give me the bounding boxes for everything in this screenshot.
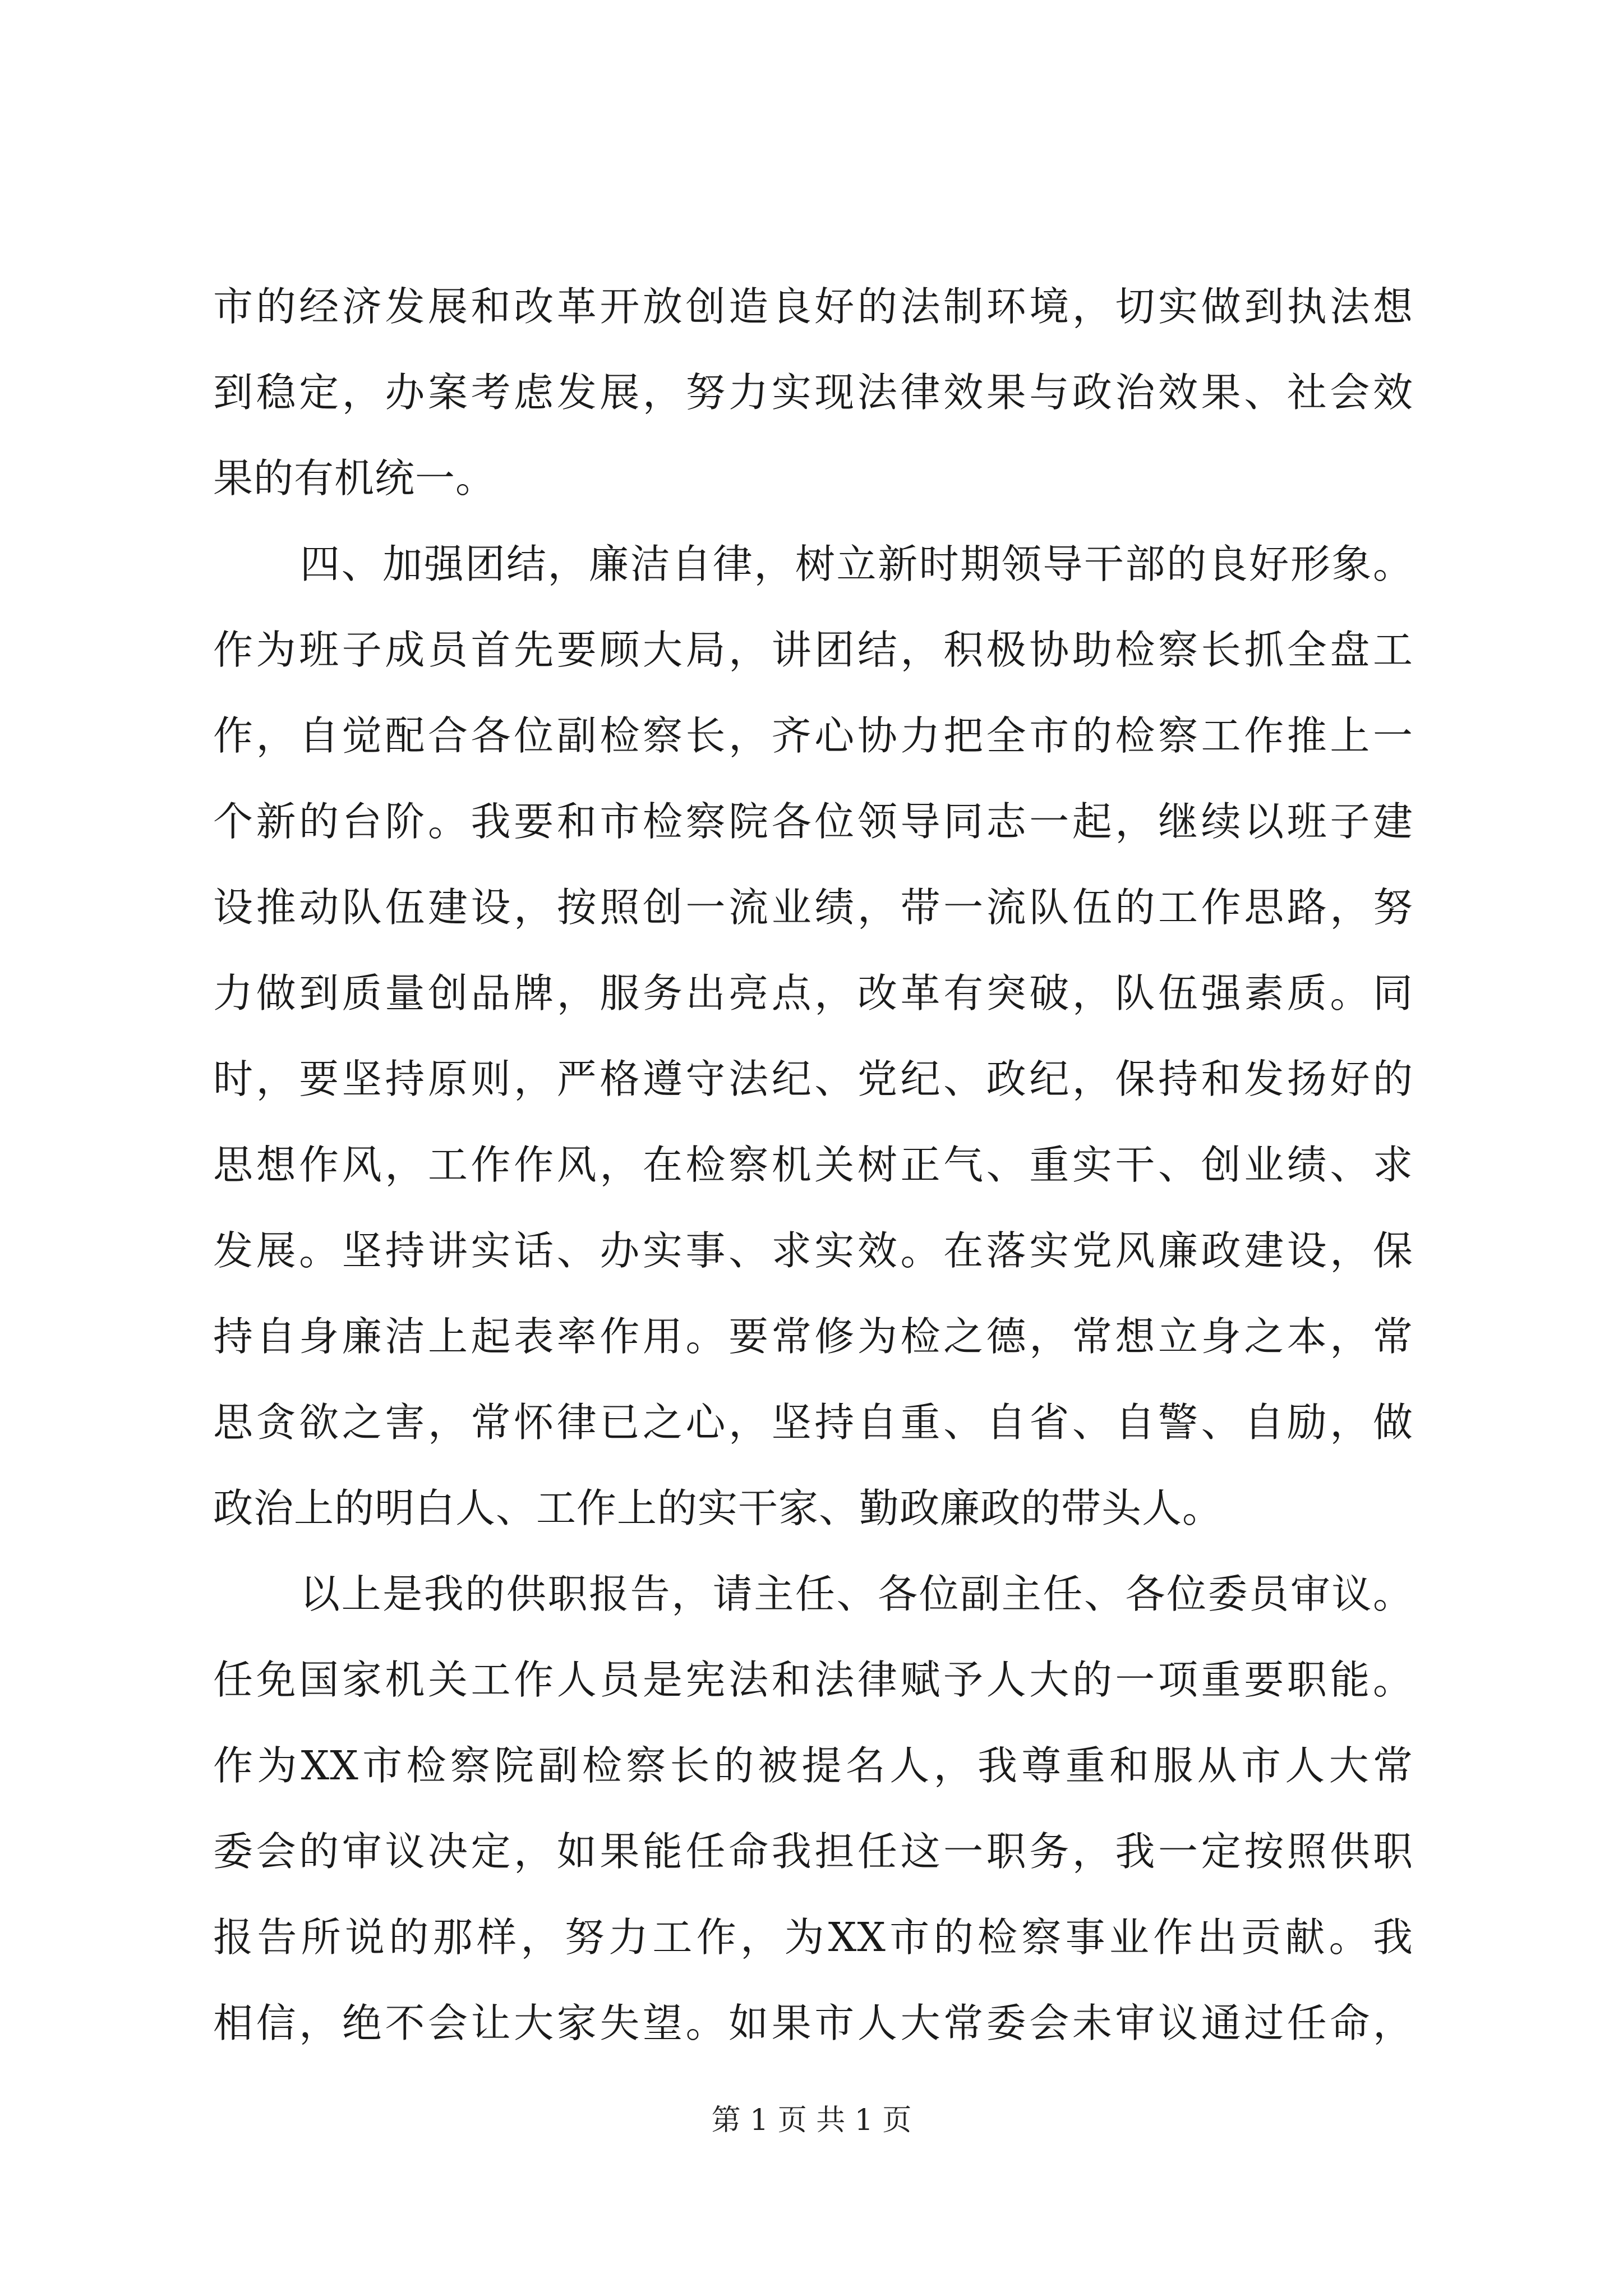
- text-line: 作为班子成员首先要顾大局，讲团结，积极协助检察长抓全盘工: [213, 627, 1413, 673]
- text-line: 任免国家机关工作人员是宪法和法律赋予人大的一项重要职能。: [213, 1657, 1413, 1703]
- text-line: 四、加强团结，廉洁自律，树立新时期领导干部的良好形象。: [300, 541, 1413, 587]
- text-line: 发展。坚持讲实话、办实事、求实效。在落实党风廉政建设，保: [213, 1227, 1413, 1274]
- text-line: 力做到质量创品牌，服务出亮点，改革有突破，队伍强素质。同: [213, 970, 1413, 1016]
- document-body: [213, 264, 1413, 2066]
- page-footer: 第 1 页 共 1 页: [711, 2104, 912, 2137]
- text-line: 果的有机统一。: [213, 455, 496, 501]
- text-line: 市的经济发展和改革开放创造良好的法制环境，切实做到执法想: [213, 283, 1413, 330]
- text-line: 以上是我的供职报告，请主任、各位副主任、各位委员审议。: [300, 1571, 1413, 1617]
- text-line: 设推动队伍建设，按照创一流业绩，带一流队伍的工作思路，努: [213, 884, 1413, 931]
- text-line: 报告所说的那样，努力工作，为XX市的检察事业作出贡献。我: [213, 1914, 1413, 1961]
- text-line: 政治上的明白人、工作上的实干家、勤政廉政的带头人。: [213, 1485, 1223, 1531]
- text-line: 思贪欲之害，常怀律已之心，坚持自重、自省、自警、自励，做: [213, 1399, 1413, 1446]
- text-line: 思想作风，工作作风，在检察机关树正气、重实干、创业绩、求: [213, 1142, 1413, 1188]
- text-line: 作，自觉配合各位副检察长，齐心协力把全市的检察工作推上一: [213, 712, 1413, 759]
- text-line: 时，要坚持原则，严格遵守法纪、党纪、政纪，保持和发扬好的: [213, 1056, 1413, 1102]
- text-line: 个新的台阶。我要和市检察院各位领导同志一起，继续以班子建: [213, 798, 1413, 845]
- text-line: 到稳定，办案考虑发展，努力实现法律效果与政治效果、社会效: [213, 369, 1413, 416]
- text-line: 持自身廉洁上起表率作用。要常修为检之德，常想立身之本，常: [213, 1313, 1413, 1360]
- text-line: 作为XX市检察院副检察长的被提名人，我尊重和服从市人大常: [213, 1742, 1413, 1789]
- text-line: 委会的审议决定，如果能任命我担任这一职务，我一定按照供职: [213, 1828, 1413, 1875]
- text-line: 相信，绝不会让大家失望。如果市人大常委会未审议通过任命，: [213, 2000, 1413, 2046]
